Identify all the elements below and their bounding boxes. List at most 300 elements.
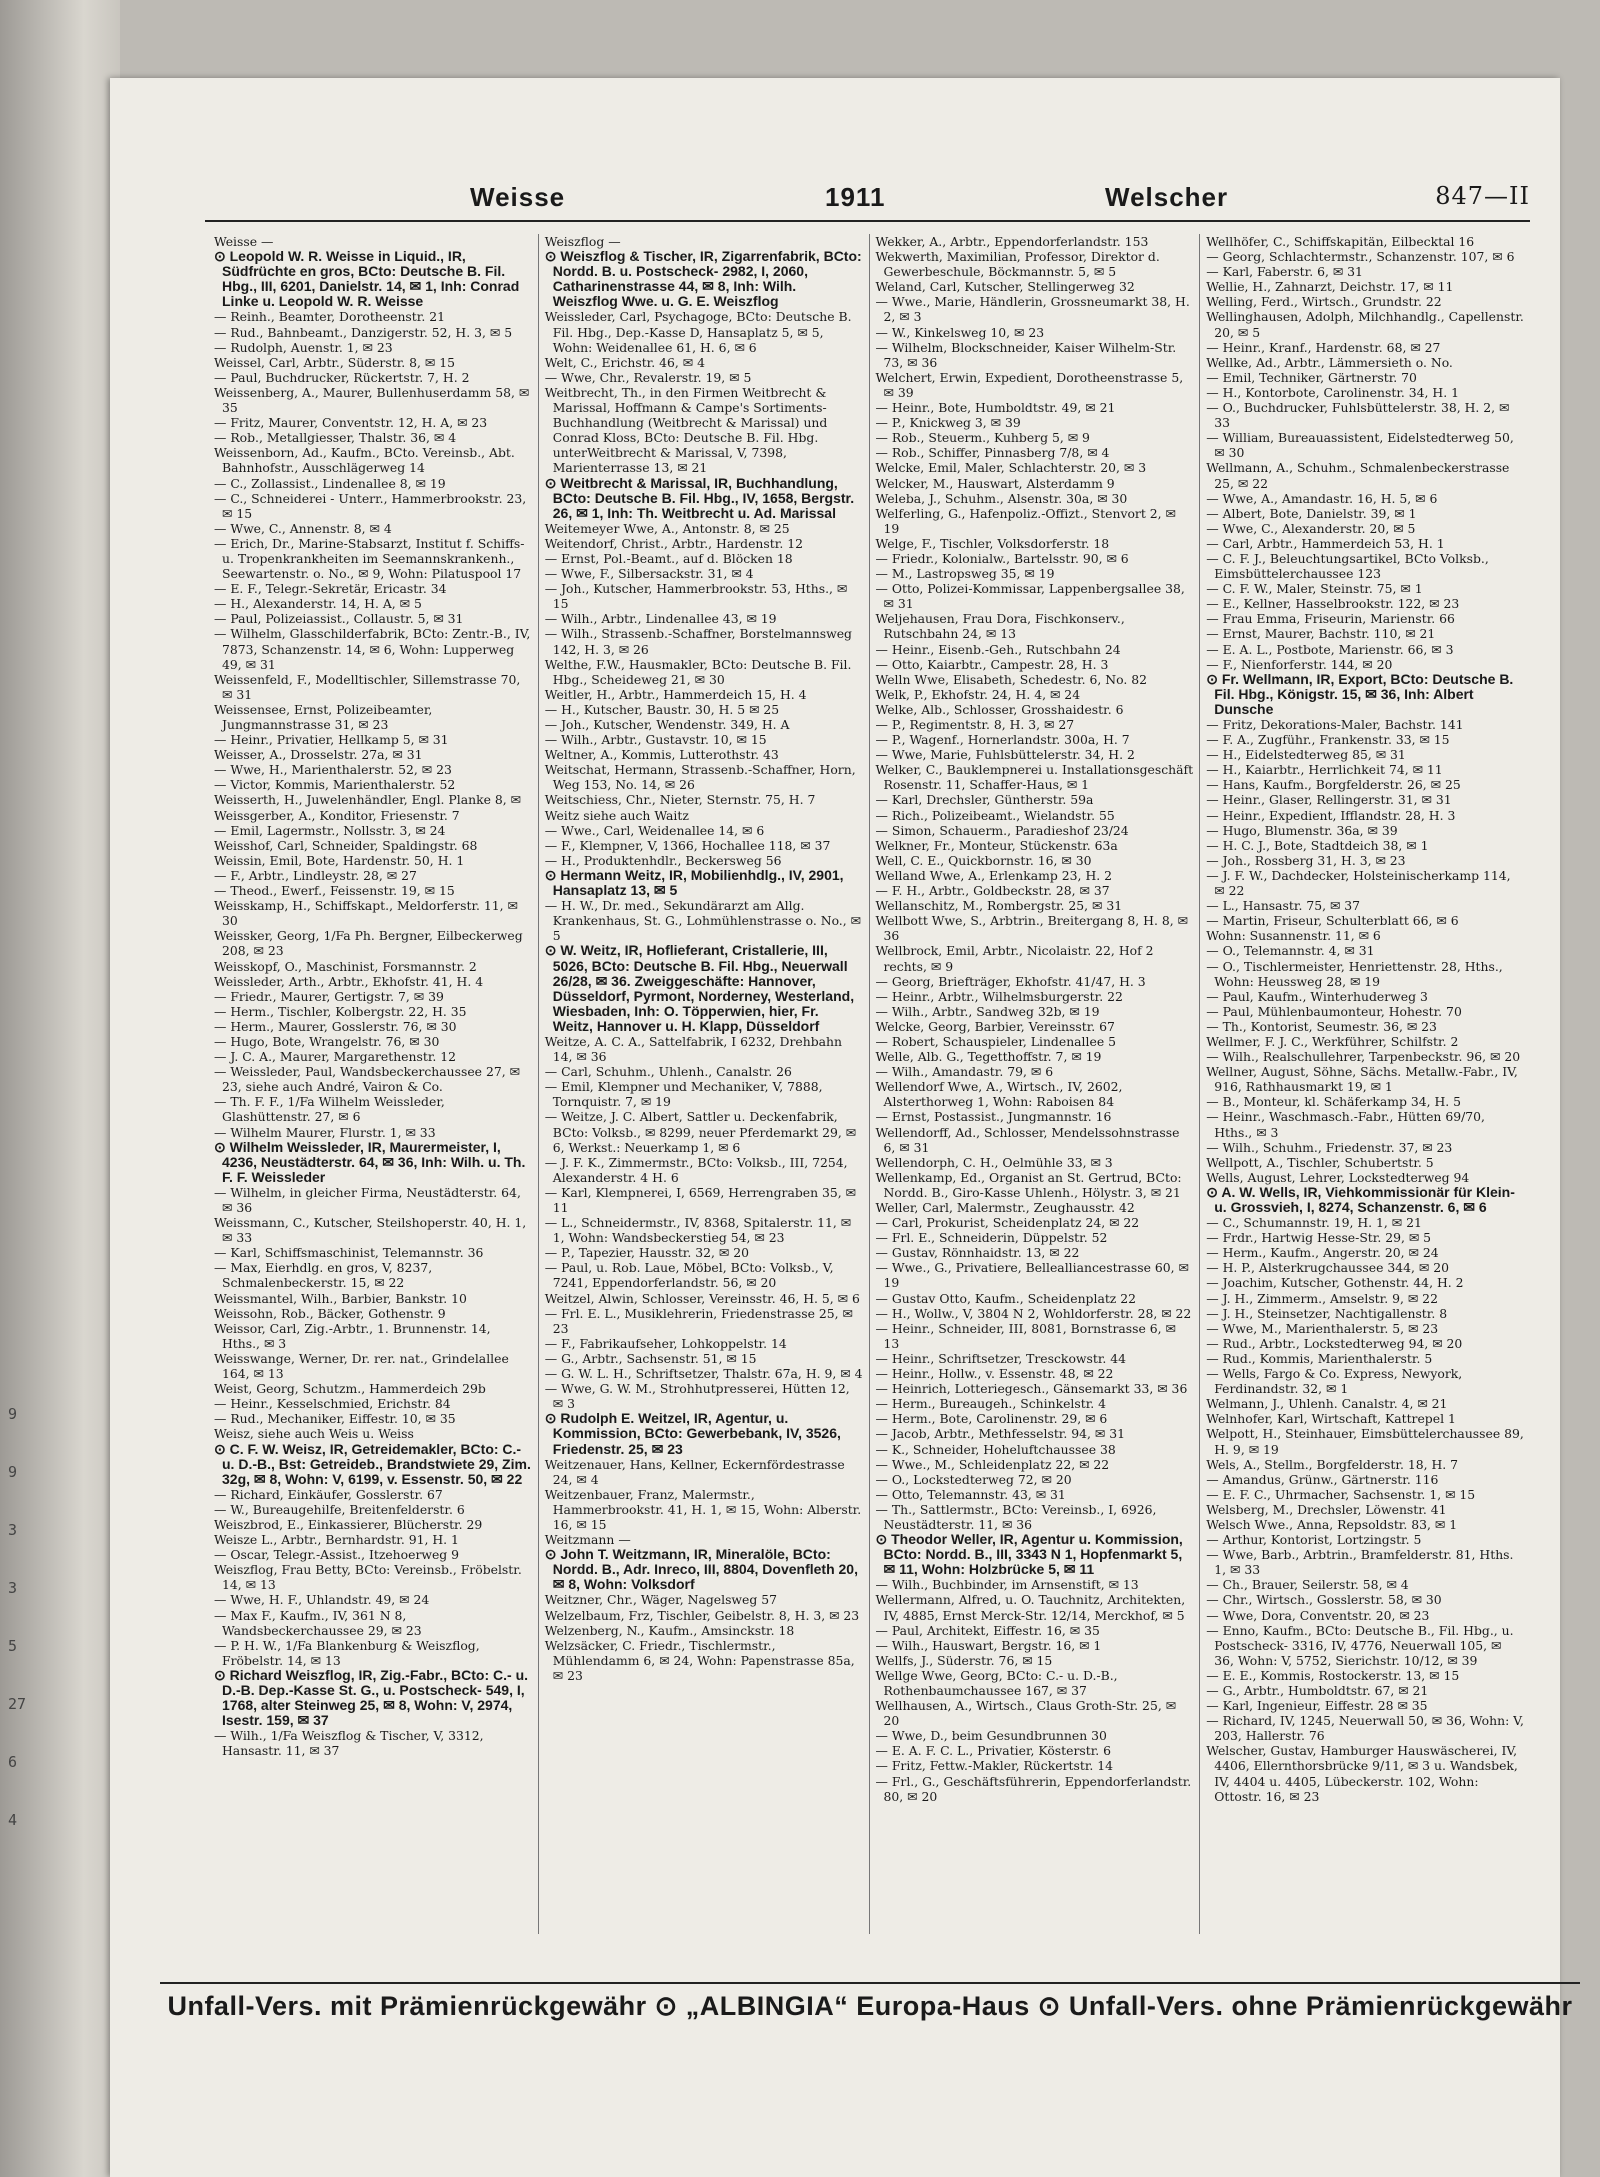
directory-entry: — Joh., Rossberg 31, H. 3, ✉ 23 <box>1206 852 1406 868</box>
directory-entry: ⊙ Leopold W. R. Weisse in Liquid., IR, Südfrüchte en gros, BCto: Deutsche B. Fil. Hbg., III, 6201, Danielstr. 14, ✉ 1, Inh: Conrad Linke u. Leopold W. R. Weisse <box>214 248 520 310</box>
directory-entry: Wellge Wwe, Georg, BCto: C.- u. D.-B., Rothenbaumchaussee 167, ✉ 37 <box>875 1667 1118 1698</box>
directory-entry: Weitze, A. C. A., Sattelfabrik, I 6232, Drehbahn 14, ✉ 36 <box>544 1033 842 1065</box>
directory-entry: Weller, Carl, Malermstr., Zeughausstr. 42 <box>875 1200 1135 1215</box>
directory-entry: — Heinr., Hollw., v. Essenstr. 48, ✉ 22 <box>875 1366 1114 1382</box>
directory-entry: — Weitze, J. C. Albert, Sattler u. Deckenfabrik, BCto: Volksb., ✉ 8299, neuer Pferdemarkt 29, ✉ 6, Werkst.: Neuerkamp 1, ✉ 6 <box>544 1109 857 1155</box>
directory-entry: Weitemeyer Wwe, A., Antonstr. 8, ✉ 25 <box>544 520 790 536</box>
directory-entry: — Max, Eierhdlg. en gros, V, 8237, Schmalenbeckerstr. 15, ✉ 22 <box>214 1260 433 1291</box>
gutter-mark: 4 <box>8 1811 18 1829</box>
directory-entry: — J. C. A., Maurer, Margarethenstr. 12 <box>214 1049 457 1065</box>
directory-entry: — J. H., Zimmerm., Amselstr. 9, ✉ 22 <box>1206 1290 1438 1306</box>
directory-entry: Weland, Carl, Kutscher, Stellingerweg 32 <box>875 279 1135 295</box>
directory-entry: — Wilh., Arbtr., Gustavstr. 10, ✉ 15 <box>544 732 767 748</box>
directory-entry: Wellner, August, Söhne, Sächs. Metallw.-Fabr., IV, 916, Rathhausmarkt 19, ✉ 1 <box>1206 1064 1518 1095</box>
directory-entry: — Wilh., Hauswart, Bergstr. 16, ✉ 1 <box>875 1637 1102 1653</box>
directory-entry: — O., Buchdrucker, Fuhlsbüttelerstr. 38, H. 2, ✉ 33 <box>1206 400 1510 431</box>
directory-entry: — L., Schneidermstr., IV, 8368, Spitalerstr. 11, ✉ 1, Wohn: Wandsbeckerstieg 54, ✉ 23 <box>544 1215 852 1246</box>
directory-entry: — Wwe., Carl, Weidenallee 14, ✉ 6 <box>544 822 765 838</box>
footer-advertisement: Unfall-Vers. mit Prämienrückgewähr ⊙ „ALBINGIA“ Europa-Haus ⊙ Unfall-Vers. ohne Prämienrückgewähr <box>160 1982 1580 2028</box>
directory-entry: Wellhöfer, C., Schiffskapitän, Eilbecktal 16 <box>1206 234 1475 249</box>
directory-entry: — Joh., Kutscher, Wendenstr. 349, H. A <box>544 717 790 732</box>
directory-entry: — Friedr., Maurer, Gertigstr. 7, ✉ 39 <box>214 988 444 1004</box>
directory-entry: Weitzenbauer, Franz, Malermstr., Hammerbrookstr. 41, H. 1, ✉ 15, Wohn: Alberstr. 16, ✉ 15 <box>544 1486 862 1532</box>
directory-entry: Weissenfeld, F., Modelltischler, Sillemstrasse 70, ✉ 31 <box>214 671 521 702</box>
directory-entry: Welln Wwe, Elisabeth, Schedestr. 6, No. 82 <box>875 671 1148 687</box>
directory-entry: Weissmann, C., Kutscher, Steilshoperstr. 40, H. 1, ✉ 33 <box>214 1215 527 1246</box>
directory-entry: — Emil, Lagermstr., Nollsstr. 3, ✉ 24 <box>214 822 446 838</box>
directory-entry: Wellinghausen, Adolph, Milchhandlg., Capellenstr. 20, ✉ 5 <box>1206 309 1524 340</box>
directory-entry: — H. W., Dr. med., Sekundärarzt am Allg. Krankenhaus, St. G., Lohmühlenstrasse o. No., ✉ 5 <box>544 898 862 944</box>
directory-entry: — Otto, Telemannstr. 43, ✉ 31 <box>875 1486 1066 1502</box>
directory-entry: — C., Schneiderei - Unterr., Hammerbrookstr. 23, ✉ 15 <box>214 490 527 521</box>
directory-entry: — C., Zollassist., Lindenallee 8, ✉ 19 <box>214 475 446 491</box>
directory-entry: ⊙ Weiszflog & Tischer, IR, Zigarrenfabrik, BCto: Nordd. B. u. Postscheck- 2982, I, 2060, Catharinenstrasse 44, ✉ 8, Inh: Wilh. Weiszflog Wwe. u. G. E. Weiszflog <box>544 248 862 310</box>
directory-entry: — P., Tapezier, Hausstr. 32, ✉ 20 <box>544 1245 749 1261</box>
header-year: 1911 <box>825 182 886 212</box>
directory-entry: — Gustav Otto, Kaufm., Scheidenplatz 22 <box>875 1290 1137 1306</box>
directory-entry: — Joh., Kutscher, Hammerbrookstr. 53, Hths., ✉ 15 <box>544 581 848 612</box>
directory-entry: — Wwe, M., Marienthalerstr. 5, ✉ 23 <box>1206 1320 1439 1336</box>
directory-entry: — Th., Sattlermstr., BCto: Vereinsb., I, 6926, Neustädterstr. 11, ✉ 36 <box>875 1501 1157 1532</box>
directory-entry: Welmann, J., Uhlenh. Canalstr. 4, ✉ 21 <box>1206 1396 1448 1412</box>
header-right-keyword: Welscher <box>1105 182 1229 212</box>
directory-entry: Weissgerber, A., Konditor, Friesenstr. 7 <box>214 807 460 823</box>
directory-entry: — Arthur, Kontorist, Lortzingstr. 5 <box>1206 1532 1422 1548</box>
directory-entry: Weist, Georg, Schutzm., Hammerdeich 29b <box>214 1381 486 1397</box>
directory-entry: Welker, C., Bauklempnerei u. Installationsgeschäft Rosenstr. 11, Schaffer-Haus, ✉ 1 <box>875 762 1194 793</box>
directory-entry: — Frau Emma, Friseurin, Marienstr. 66 <box>1206 611 1455 627</box>
directory-entry: — Paul, u. Rob. Laue, Möbel, BCto: Volksb., V, 7241, Eppendorferlandstr. 56, ✉ 20 <box>544 1260 834 1291</box>
directory-entry: Weitz siehe auch Waitz <box>544 807 689 823</box>
directory-entry: — E. A. F. C. L., Privatier, Kösterstr. 6 <box>875 1743 1112 1759</box>
directory-entry: — Wwe, C., Alexanderstr. 20, ✉ 5 <box>1206 520 1416 536</box>
directory-entry: — Frl. E., Schneiderin, Düppelstr. 52 <box>875 1230 1108 1246</box>
directory-entry: — Wwe, Chr., Revalerstr. 19, ✉ 5 <box>544 369 752 385</box>
directory-entry: — Joachim, Kutscher, Gothenstr. 44, H. 2 <box>1206 1275 1464 1291</box>
directory-entry: ⊙ Hermann Weitz, IR, Mobilienhdlg., IV, 2901, Hansaplatz 13, ✉ 5 <box>544 866 844 899</box>
directory-entry: — Wilhelm, Glasschilderfabrik, BCto: Zentr.-B., IV, 7873, Schanzenstr. 14, ✉ 6, Wohn: Lupperweg 49, ✉ 31 <box>214 626 531 672</box>
directory-entry: — Wwe, D., beim Gesundbrunnen 30 <box>875 1728 1107 1744</box>
directory-entry: — Wwe, Marie, Fuhlsbüttelerstr. 34, H. 2 <box>875 747 1135 763</box>
directory-entry: — E. F., Telegr.-Sekretär, Ericastr. 34 <box>214 581 447 597</box>
directory-entry: — G. W. L. H., Schriftsetzer, Thalstr. 67a, H. 9, ✉ 4 <box>544 1366 863 1382</box>
directory-entry: — Chr., Wirtsch., Gosslerstr. 58, ✉ 30 <box>1206 1592 1442 1608</box>
directory-entry: — P., Wagenf., Hornerlandstr. 300a, H. 7 <box>875 732 1130 748</box>
directory-entry: — J. F. W., Dachdecker, Holsteinischerkamp 114, ✉ 22 <box>1206 867 1511 899</box>
directory-entry: — Amandus, Grünw., Gärtnerstr. 116 <box>1206 1471 1439 1487</box>
directory-entry: — Herm., Tischler, Kolbergstr. 22, H. 35 <box>214 1003 467 1019</box>
directory-entry: Weissenberg, A., Maurer, Bullenhuserdamm 58, ✉ 35 <box>214 384 530 416</box>
directory-entry: — Heinrich, Lotteriegesch., Gänsemarkt 33, ✉ 36 <box>875 1381 1188 1397</box>
directory-entry: — Wilhelm, in gleicher Firma, Neustädterstr. 64, ✉ 36 <box>214 1184 521 1215</box>
directory-entry: — P. H. W., 1/Fa Blankenburg & Weiszflog, Fröbelstr. 14, ✉ 13 <box>214 1637 480 1668</box>
directory-entry: Wohn: Susannenstr. 11, ✉ 6 <box>1206 928 1381 944</box>
directory-entry: — Heinr., Kranf., Hardenstr. 68, ✉ 27 <box>1206 339 1441 355</box>
directory-entry: — Emil, Klempner und Mechaniker, V, 7888, Tornquistr. 7, ✉ 19 <box>544 1079 823 1110</box>
directory-entry: Wellhausen, A., Wirtsch., Claus Groth-Str. 25, ✉ 20 <box>875 1698 1177 1729</box>
directory-entry: — Rob., Metallgiesser, Thalstr. 36, ✉ 4 <box>214 430 457 446</box>
directory-entry: — G., Arbtr., Humboldtstr. 67, ✉ 21 <box>1206 1683 1429 1698</box>
directory-entry: — Wwe., G., Privatiere, Bellealliancestrasse 60, ✉ 19 <box>875 1260 1189 1291</box>
directory-entry: ⊙ Theodor Weller, IR, Agentur u. Kommission, BCto: Nordd. B., III, 3343 N 1, Hopfenmarkt 5, ✉ 11, Wohn: Holzbrücke 5, ✉ 11 <box>875 1531 1183 1578</box>
directory-entry: — Heinr., Waschmasch.-Fabr., Hütten 69/70, Hths., ✉ 3 <box>1206 1109 1485 1140</box>
directory-entry: — Weissleder, Paul, Wandsbeckerchaussee 27, ✉ 23, siehe auch André, Vairon & Co. <box>214 1064 520 1095</box>
directory-entry: Weiszbrod, E., Einkassierer, Blücherstr. 29 <box>214 1516 483 1532</box>
directory-entry: Weitschiess, Chr., Nieter, Sternstr. 75, H. 7 <box>544 792 816 808</box>
directory-entry: — Ch., Brauer, Seilerstr. 58, ✉ 4 <box>1206 1577 1409 1593</box>
directory-entry: — Karl, Ingenieur, Eiffestr. 28 ✉ 35 <box>1206 1698 1428 1714</box>
directory-entry: — Enno, Kaufm., BCto: Deutsche B., Fil. Hbg., u. Postscheck- 3316, IV, 4776, Neuerwall 105, ✉ 36, Wohn: V, 5752, Sierichstr. 10/12, ✉ 39 <box>1206 1622 1514 1668</box>
column-1 <box>208 234 539 1934</box>
directory-entry: — Paul, Mühlenbaumonteur, Hohestr. 70 <box>1206 1003 1462 1019</box>
directory-entry: Weissenborn, Ad., Kaufm., BCto. Vereinsb., Abt. Bahnhofstr., Ausschlägerweg 14 <box>214 445 515 476</box>
directory-entry: — H., Alexanderstr. 14, H. A, ✉ 5 <box>214 596 422 612</box>
directory-entry: Weissleder, Arth., Arbtr., Ekhofstr. 41, H. 4 <box>214 973 484 989</box>
directory-entry: — Rud., Kommis, Marienthalerstr. 5 <box>1206 1350 1433 1366</box>
directory-entry: Weissel, Carl, Arbtr., Süderstr. 8, ✉ 15 <box>214 354 455 370</box>
directory-entry: Welchert, Erwin, Expedient, Dorotheenstrasse 5, ✉ 39 <box>875 369 1184 400</box>
directory-entry: — Hugo, Blumenstr. 36a, ✉ 39 <box>1206 822 1398 838</box>
directory-entry: — H., Wollw., V, 3804 N 2, Wohldorferstr. 28, ✉ 22 <box>875 1305 1192 1321</box>
directory-entry: Wellmer, F. J. C., Werkführer, Schilfstr. 2 <box>1206 1033 1459 1049</box>
directory-entry: Weitendorf, Christ., Arbtr., Hardenstr. 12 <box>544 535 803 551</box>
directory-entry: — Herm., Kaufm., Angerstr. 20, ✉ 24 <box>1206 1245 1439 1261</box>
directory-entry: — E., Kellner, Hasselbrookstr. 122, ✉ 23 <box>1206 596 1460 612</box>
gutter-mark: 5 <box>8 1637 18 1655</box>
gutter-mark: 6 <box>8 1753 18 1771</box>
directory-entry: Welke, Alb., Schlosser, Grosshaidestr. 6 <box>875 701 1124 717</box>
directory-entry: Weitzmann — <box>544 1532 631 1548</box>
directory-entry: — Wwe., M., Schleidenplatz 22, ✉ 22 <box>875 1456 1110 1472</box>
directory-entry: — Gustav, Rönnhaidstr. 13, ✉ 22 <box>875 1245 1080 1261</box>
directory-entry: — Robert, Schauspieler, Lindenallee 5 <box>875 1033 1116 1049</box>
directory-entry: Welzenberg, N., Kaufm., Amsinckstr. 18 <box>544 1622 795 1638</box>
directory-entry: Wellbott Wwe, S., Arbtrin., Breitergang 8, H. 8, ✉ 36 <box>875 913 1188 944</box>
directory-entry: — Wwe, C., Annenstr. 8, ✉ 4 <box>214 520 392 536</box>
directory-entry: Weltner, A., Kommis, Lutterothstr. 43 <box>544 747 779 763</box>
directory-entry: Welge, F., Tischler, Volksdorferstr. 18 <box>875 535 1110 551</box>
directory-entry: Welpott, H., Steinhauer, Eimsbüttelerchaussee 89, H. 9, ✉ 19 <box>1206 1426 1524 1457</box>
directory-entry: — Wilh., Realschullehrer, Tarpenbeckstr. 96, ✉ 20 <box>1206 1049 1521 1065</box>
directory-entry: Wellenkamp, Ed., Organist an St. Gertrud, BCto: Nordd. B., Giro-Kasse Uhlenh., Hölystr. 3, ✉ 21 <box>875 1169 1182 1200</box>
directory-entry: — Wilh., Arbtr., Sandweg 32b, ✉ 19 <box>875 1003 1100 1019</box>
directory-entry: — Friedr., Kolonialw., Bartelsstr. 90, ✉ 6 <box>875 550 1129 566</box>
directory-entry: — K., Schneider, Hoheluftchaussee 38 <box>875 1441 1116 1457</box>
directory-entry: Welsch Wwe., Anna, Repsoldstr. 83, ✉ 1 <box>1206 1516 1458 1532</box>
directory-entry: — Wilh., Schuhm., Friedenstr. 37, ✉ 23 <box>1206 1139 1453 1155</box>
directory-entry: — H., Produktenhdlr., Beckersweg 56 <box>544 852 782 868</box>
directory-entry: Wellbrock, Emil, Arbtr., Nicolaistr. 22, Hof 2 rechts, ✉ 9 <box>875 943 1154 974</box>
directory-entry: — Paul, Buchdrucker, Rückertstr. 7, H. 2 <box>214 369 470 385</box>
directory-entry: — Karl, Schiffsmaschinist, Telemannstr. 36 <box>214 1245 484 1261</box>
directory-entry: Weissin, Emil, Bote, Hardenstr. 50, H. 1 <box>214 852 465 868</box>
directory-entry: — Victor, Kommis, Marienthalerstr. 52 <box>214 777 456 793</box>
directory-entry: — Ernst, Maurer, Bachstr. 110, ✉ 21 <box>1206 626 1436 642</box>
gutter-mark: 9 <box>8 1463 18 1481</box>
directory-entry: ⊙ John T. Weitzmann, IR, Mineralöle, BCto: Nordd. B., Adr. Inreco, III, 8804, Dovenfleth 20, ✉ 8, Wohn: Volksdorf <box>544 1546 858 1593</box>
directory-entry: — Richard, Einkäufer, Gosslerstr. 67 <box>214 1486 443 1502</box>
directory-entry: ⊙ A. W. Wells, IR, Viehkommissionär für Klein- u. Grossvieh, I, 8274, Schanzenstr. 6, ✉ 6 <box>1206 1183 1515 1215</box>
directory-entry: — Wwe, F., Silbersackstr. 31, ✉ 4 <box>544 566 754 582</box>
directory-entry: Welt, C., Erichstr. 46, ✉ 4 <box>544 354 705 370</box>
directory-entry: — William, Bureauassistent, Eidelstedterweg 50, ✉ 30 <box>1206 430 1514 461</box>
directory-entry: Wellanschitz, M., Rombergstr. 25, ✉ 31 <box>875 898 1123 914</box>
directory-entry: Wekwerth, Maximilian, Professor, Direktor d. Gewerbeschule, Böckmannstr. 5, ✉ 5 <box>875 249 1160 280</box>
directory-entry: Welling, Ferd., Wirtsch., Grundstr. 22 <box>1206 294 1442 310</box>
gutter-mark: 9 <box>8 1405 18 1423</box>
directory-entry: — Wwe, Barb., Arbtrin., Bramfelderstr. 81, Hths. 1, ✉ 33 <box>1206 1547 1514 1578</box>
directory-entry: Weisswange, Werner, Dr. rer. nat., Grindelallee 164, ✉ 13 <box>214 1350 509 1382</box>
directory-entry: Welthe, F.W., Hausmakler, BCto: Deutsche B. Fil. Hbg., Scheideweg 21, ✉ 30 <box>544 656 852 687</box>
directory-entry: — Frl., G., Geschäftsführerin, Eppendorferlandstr. 80, ✉ 20 <box>875 1773 1192 1804</box>
directory-entry: — W., Kinkelsweg 10, ✉ 23 <box>875 324 1045 340</box>
directory-entry: Weissohn, Rob., Bäcker, Gothenstr. 9 <box>214 1305 446 1321</box>
directory-entry: — B., Monteur, kl. Schäferkamp 34, H. 5 <box>1206 1094 1462 1110</box>
directory-entry: — Herm., Bote, Carolinenstr. 29, ✉ 6 <box>875 1411 1108 1427</box>
column-2 <box>539 234 870 1934</box>
directory-entry: — Rud., Bahnbeamt., Danzigerstr. 52, H. 3, ✉ 5 <box>214 324 513 340</box>
directory-entry: — Wilh., Arbtr., Lindenallee 43, ✉ 19 <box>544 611 777 627</box>
directory-entry: — Heinr., Kesselschmied, Erichstr. 84 <box>214 1396 451 1412</box>
gutter-marks <box>8 1385 38 1849</box>
directory-entry: — Rud., Arbtr., Lockstedterweg 94, ✉ 20 <box>1206 1335 1463 1351</box>
directory-entry: — Emil, Techniker, Gärtnerstr. 70 <box>1206 369 1417 385</box>
directory-entry: Weissker, Georg, 1/Fa Ph. Bergner, Eilbeckerweg 208, ✉ 23 <box>214 928 523 959</box>
directory-entry: — J. H., Steinsetzer, Nachtigallenstr. 8 <box>1206 1305 1448 1321</box>
directory-entry: Wellfs, J., Süderstr. 76, ✉ 15 <box>875 1652 1053 1668</box>
directory-entry: — Wwe, H., Marienthalerstr. 52, ✉ 23 <box>214 762 452 778</box>
directory-entry: — Heinr., Glaser, Rellingerstr. 31, ✉ 31 <box>1206 792 1452 808</box>
directory-entry: — Erich, Dr., Marine-Stabsarzt, Institut f. Schiffs- u. Tropenkrankheiten im Seemannskrankenh., Seewartenstr. o. No., ✉ 9, Wohn: Pilatuspool 17 <box>214 535 525 582</box>
directory-entry: Wells, August, Lehrer, Lockstedterweg 94 <box>1206 1169 1470 1185</box>
directory-entry: — H., Kutscher, Baustr. 30, H. 5 ✉ 25 <box>544 701 780 717</box>
directory-entry: — Wwe, A., Amandastr. 16, H. 5, ✉ 6 <box>1206 490 1438 506</box>
directory-entry: — Richard, IV, 1245, Neuerwall 50, ✉ 36, Wohn: V, 203, Hallerstr. 76 <box>1206 1713 1524 1744</box>
directory-entry: — O., Telemannstr. 4, ✉ 31 <box>1206 943 1375 959</box>
directory-entry: — Ernst, Postassist., Jungmannstr. 16 <box>875 1109 1112 1125</box>
directory-entry: ⊙ Wilhelm Weissleder, IR, Maurermeister, I, 4236, Neustädterstr. 64, ✉ 36, Inh: Wilh. u. Th. F. F. Weissleder <box>214 1138 526 1185</box>
directory-entry: Welferling, G., Hafenpoliz.-Offizt., Stenvort 2, ✉ 19 <box>875 505 1176 536</box>
directory-entry: Wellmann, A., Schuhm., Schmalenbeckerstrasse 25, ✉ 22 <box>1206 460 1510 491</box>
directory-entry: — F., Arbtr., Lindleystr. 28, ✉ 27 <box>214 867 417 883</box>
directory-entry: — Frdr., Hartwig Hesse-Str. 29, ✉ 5 <box>1206 1230 1432 1246</box>
directory-entry: — Rudolph, Auenstr. 1, ✉ 23 <box>214 339 393 355</box>
scan-left-edge <box>0 0 120 2177</box>
directory-entry: — H. C. J., Bote, Stadtdeich 38, ✉ 1 <box>1206 837 1429 853</box>
gutter-mark: 3 <box>8 1521 18 1539</box>
directory-entry: Weiszflog, Frau Betty, BCto: Vereinsb., Fröbelstr. 14, ✉ 13 <box>214 1562 522 1593</box>
directory-entry: — E. E., Kommis, Rostockerstr. 13, ✉ 15 <box>1206 1667 1460 1683</box>
directory-entry: Weisserth, H., Juwelenhändler, Engl. Planke 8, ✉ <box>214 792 522 808</box>
directory-entry: — H., Eidelstedterweg 85, ✉ 31 <box>1206 747 1406 763</box>
directory-entry: — Herm., Bureaugeh., Schinkelstr. 4 <box>875 1396 1107 1412</box>
directory-entry: Weitzner, Chr., Wäger, Nagelsweg 57 <box>544 1592 778 1608</box>
directory-entry: — Wilh., Amandastr. 79, ✉ 6 <box>875 1064 1054 1080</box>
directory-entry: Welcke, Georg, Barbier, Vereinsstr. 67 <box>875 1018 1115 1034</box>
directory-entry: — Hugo, Bote, Wrangelstr. 76, ✉ 30 <box>214 1033 440 1049</box>
directory-entry: ⊙ Weitbrecht & Marissal, IR, Buchhandlung, BCto: Deutsche B. Fil. Hbg., IV, 1658, Bergstr. 26, ✉ 1, Inh: Th. Weitbrecht u. Ad. Marissal <box>544 474 855 521</box>
directory-entry: ⊙ Rudolph E. Weitzel, IR, Agentur, u. Kommission, BCto: Gewerbebank, IV, 3526, Friedenstr. 25, ✉ 23 <box>544 1410 841 1457</box>
directory-entry: Weisskopf, O., Maschinist, Forsmannstr. 2 <box>214 958 477 974</box>
directory-entry: — H., Kaiarbtr., Herrlichkeit 74, ✉ 11 <box>1206 762 1443 778</box>
directory-entry: — O., Lockstedterweg 72, ✉ 20 <box>875 1471 1072 1487</box>
directory-entry: Wellie, H., Zahnarzt, Deichstr. 17, ✉ 11 <box>1206 279 1454 295</box>
directory-entry: — Wwe, Dora, Conventstr. 20, ✉ 23 <box>1206 1607 1430 1623</box>
directory-entry: — Karl, Faberstr. 6, ✉ 31 <box>1206 264 1363 280</box>
directory-entry: — O., Tischlermeister, Henriettenstr. 28, Hths., Wohn: Heussweg 28, ✉ 19 <box>1206 958 1503 989</box>
directory-entry: Welsberg, M., Drechsler, Löwenstr. 41 <box>1206 1501 1447 1517</box>
directory-entry: — Heinr., Expedient, Ifflandstr. 28, H. 3 <box>1206 807 1456 823</box>
directory-entry: — Martin, Friseur, Schulterblatt 66, ✉ 6 <box>1206 913 1459 929</box>
directory-entry: — M., Lastropsweg 35, ✉ 19 <box>875 566 1055 582</box>
directory-entry: Weisshof, Carl, Schneider, Spaldingstr. 68 <box>214 837 478 853</box>
directory-entry: — F., Fabrikaufseher, Lohkoppelstr. 14 <box>544 1335 787 1351</box>
directory-entry: — Th., Kontorist, Seumestr. 36, ✉ 23 <box>1206 1018 1437 1034</box>
directory-entry: — Otto, Kaiarbtr., Campestr. 28, H. 3 <box>875 656 1109 672</box>
directory-entry: — Rob., Schiffer, Pinnasberg 7/8, ✉ 4 <box>875 445 1110 461</box>
directory-entry: — P., Knickweg 3, ✉ 39 <box>875 415 1021 431</box>
directory-entry: — F., Nienforferstr. 144, ✉ 20 <box>1206 656 1393 672</box>
directory-entry: — Karl, Klempnerei, I, 6569, Herrengraben 35, ✉ 11 <box>544 1184 857 1215</box>
directory-entry: Welcker, M., Hauswart, Alsterdamm 9 <box>875 475 1115 491</box>
directory-entry: Weissmantel, Wilh., Barbier, Bankstr. 10 <box>214 1290 467 1306</box>
directory-entry: Welzsäcker, C. Friedr., Tischlermstr., Mühlendamm 6, ✉ 24, Wohn: Papenstrasse 85a, ✉ 23 <box>544 1637 855 1683</box>
directory-entry: — F., Klempner, V, 1366, Hochallee 118, ✉ 37 <box>544 837 831 853</box>
directory-entry: — P., Regimentstr. 8, H. 3, ✉ 27 <box>875 717 1075 732</box>
directory-entry: — Wilhelm Maurer, Flurstr. 1, ✉ 33 <box>214 1124 436 1140</box>
directory-entry: Weisze L., Arbtr., Bernhardstr. 91, H. 1 <box>214 1532 459 1548</box>
directory-entry: — W., Bureaugehilfe, Breitenfelderstr. 6 <box>214 1501 465 1517</box>
directory-entry: — Wilhelm, Blockschneider, Kaiser Wilhelm-Str. 73, ✉ 36 <box>875 339 1177 370</box>
directory-entry: — Ernst, Pol.-Beamt., auf d. Blöcken 18 <box>544 550 793 566</box>
directory-entry: — Otto, Polizei-Kommissar, Lappenbergsallee 38, ✉ 31 <box>875 581 1185 612</box>
directory-entry: Wellendorf Wwe, A., Wirtsch., IV, 2602, Alsterthorweg 1, Wohn: Raboisen 84 <box>875 1079 1123 1110</box>
directory-entry: — Georg, Schlachtermstr., Schanzenstr. 107, ✉ 6 <box>1206 249 1515 265</box>
directory-entry: — Fritz, Fettw.-Makler, Rückertstr. 14 <box>875 1758 1114 1774</box>
directory-entry: — Fritz, Maurer, Conventstr. 12, H. A, ✉ 23 <box>214 415 488 431</box>
directory-entry: — Carl, Arbtr., Hammerdeich 53, H. 1 <box>1206 535 1445 551</box>
directory-entry: — Heinr., Arbtr., Wilhelmsburgerstr. 22 <box>875 988 1123 1004</box>
directory-entry: — Th. F. F., 1/Fa Wilhelm Weissleder, Glashüttenstr. 27, ✉ 6 <box>214 1094 445 1125</box>
directory-entry: — Wilh., Buchbinder, im Arnsenstift, ✉ 13 <box>875 1577 1139 1593</box>
directory-entry: Wellke, Ad., Arbtr., Lämmersieth o. No. <box>1206 354 1453 370</box>
directory-entry: — Paul, Architekt, Eiffestr. 16, ✉ 35 <box>875 1622 1100 1638</box>
directory-entry: — Wwe, G. W. M., Strohhutpresserei, Hütten 12, ✉ 3 <box>544 1381 850 1412</box>
directory-entry: — Jacob, Arbtr., Methfesselstr. 94, ✉ 31 <box>875 1426 1125 1442</box>
directory-entry: — Max F., Kaufm., IV, 361 N 8, Wandsbeckerchaussee 29, ✉ 23 <box>214 1607 422 1638</box>
directory-entry: — Wilh., 1/Fa Weiszflog & Tischer, V, 3312, Hansastr. 11, ✉ 37 <box>214 1728 484 1759</box>
directory-entry: — Heinr., Bote, Humboldtstr. 49, ✉ 21 <box>875 400 1116 416</box>
directory-entry: Wellendorph, C. H., Oelmühle 33, ✉ 3 <box>875 1154 1113 1170</box>
directory-entry: — E. F. C., Uhrmacher, Sachsenstr. 1, ✉ 15 <box>1206 1486 1476 1502</box>
directory-entry: — Karl, Drechsler, Güntherstr. 59a <box>875 792 1094 808</box>
directory-entry: — Georg, Briefträger, Ekhofstr. 41/47, H. 3 <box>875 973 1146 989</box>
directory-entry: — C. F. W., Maler, Steinstr. 75, ✉ 1 <box>1206 581 1423 597</box>
directory-entry: — Fritz, Dekorations-Maler, Bachstr. 141 <box>1206 717 1464 732</box>
directory-entry: Welk, P., Ekhofstr. 24, H. 4, ✉ 24 <box>875 686 1081 702</box>
directory-entry: — H., Kontorbote, Carolinenstr. 34, H. 1 <box>1206 384 1459 400</box>
column-3 <box>870 234 1201 1934</box>
directory-entry: Weitzel, Alwin, Schlosser, Vereinsstr. 46, H. 5, ✉ 6 <box>544 1290 860 1306</box>
directory-entry: Weitbrecht, Th., in den Firmen Weitbrecht & Marissal, Hoffmann & Campe's Sortiments-Buchhandlung (Weitbrecht & Marissal) und Conrad Kloss, BCto: Deutsche B. Fil. Hbg. unterWeitbrecht & Marissal, V, 7398, Marienterrasse 13, ✉ 21 <box>544 384 828 476</box>
directory-entry: Weitler, H., Arbtr., Hammerdeich 15, H. 4 <box>544 686 807 702</box>
directory-entry: — F. H., Arbtr., Goldbeckstr. 28, ✉ 37 <box>875 883 1110 899</box>
directory-entry: — Frl. E. L., Musiklehrerin, Friedenstrasse 25, ✉ 23 <box>544 1305 853 1336</box>
directory-entry: Wekker, A., Arbtr., Eppendorferlandstr. 153 <box>875 234 1149 249</box>
header-left-keyword: Weisse <box>470 182 566 212</box>
directory-entry: — C. F. J., Beleuchtungsartikel, BCto Volksb., Eimsbüttelerchaussee 123 <box>1206 550 1489 582</box>
directory-entry: ⊙ Fr. Wellmann, IR, Export, BCto: Deutsche B. Fil. Hbg., Königstr. 15, ✉ 36, Inh: Albert Dunsche <box>1206 670 1514 717</box>
directory-entry: — Rob., Steuerm., Kuhberg 5, ✉ 9 <box>875 430 1090 446</box>
directory-entry: — Carl, Schuhm., Uhlenh., Canalstr. 26 <box>544 1064 792 1080</box>
gutter-mark: 3 <box>8 1579 18 1597</box>
gutter-mark: 27 <box>8 1695 27 1713</box>
directory-entry: Well, C. E., Quickbornstr. 16, ✉ 30 <box>875 852 1092 868</box>
directory-entry: — J. F. K., Zimmermstr., BCto: Volksb., III, 7254, Alexanderstr. 4 H. 6 <box>544 1154 848 1185</box>
directory-entry: Weljehausen, Frau Dora, Fischkonserv., Rutschbahn 24, ✉ 13 <box>875 611 1125 642</box>
directory-entry: Welcke, Emil, Maler, Schlachterstr. 20, ✉ 3 <box>875 460 1147 476</box>
directory-entry: Welscher, Gustav, Hamburger Hauswäscherei, IV, 4406, Ellernthorsbrücke 9/11, ✉ 3 u. Wandsbek, IV, 4404 u. 4405, Lübeckerstr. 102, Wohn: Ottostr. 16, ✉ 23 <box>1206 1743 1518 1804</box>
directory-entry: — C., Schumannstr. 19, H. 1, ✉ 21 <box>1206 1215 1422 1231</box>
directory-entry: — Albert, Bote, Danielstr. 39, ✉ 1 <box>1206 505 1417 521</box>
directory-entry: — Paul, Kaufm., Winterhuderweg 3 <box>1206 988 1428 1004</box>
directory-entry: — Paul, Polizeiassist., Collaustr. 5, ✉ 31 <box>214 611 464 627</box>
directory-entry: Weiszflog — <box>544 234 621 249</box>
directory-entry: — Reinh., Beamter, Dorotheenstr. 21 <box>214 309 445 325</box>
directory-entry: Welzelbaum, Frz, Tischler, Geibelstr. 8, H. 3, ✉ 23 <box>544 1607 860 1623</box>
directory-entry: — E. A. L., Postbote, Marienstr. 66, ✉ 3 <box>1206 641 1454 657</box>
directory-entry: — Heinr., Schriftsetzer, Tresckowstr. 44 <box>875 1350 1127 1366</box>
directory-entry: — Wwe., Marie, Händlerin, Grossneumarkt 38, H. 2, ✉ 3 <box>875 294 1190 325</box>
directory-entry: Wels, A., Stellm., Borgfelderstr. 18, H. 7 <box>1206 1456 1459 1472</box>
directory-entry: Weitschat, Hermann, Strassenb.-Schaffner, Horn, Weg 153, No. 14, ✉ 26 <box>544 762 856 793</box>
directory-entry: — Rud., Mechaniker, Eiffestr. 10, ✉ 35 <box>214 1411 456 1427</box>
directory-entry: Weissor, Carl, Zig.-Arbtr., 1. Brunnenstr. 14, Hths., ✉ 3 <box>214 1320 491 1351</box>
directory-entry: — Wilh., Strassenb.-Schaffner, Borstelmannsweg 142, H. 3, ✉ 26 <box>544 626 852 657</box>
directory-entry: — Rich., Polizeibeamt., Wielandstr. 55 <box>875 807 1115 823</box>
directory-entry: Weissensee, Ernst, Polizeibeamter, Jungmannstrasse 31, ✉ 23 <box>214 701 433 732</box>
directory-entry: — Heinr., Eisenb.-Geh., Rutschbahn 24 <box>875 641 1121 657</box>
directory-entry: — Heinr., Schneider, III, 8081, Bornstrasse 6, ✉ 13 <box>875 1320 1176 1351</box>
directory-entry: ⊙ Richard Weiszflog, IR, Zig.-Fabr., BCto: C.- u. D.-B. Dep.-Kasse St. G., u. Postscheck- 549, I, 1768, alter Steinweg 25, ✉ 8, Wohn: V, 2974, Isestr. 159, ✉ 37 <box>214 1666 529 1729</box>
directory-entry: — Hans, Kaufm., Borgfelderstr. 26, ✉ 25 <box>1206 777 1461 793</box>
directory-entry: ⊙ C. F. W. Weisz, IR, Getreidemakler, BCto: C.- u. D.-B., Bst: Getreideb., Brandstwiete 29, Zim. 32g, ✉ 8, Wohn: V, 6199, v. Essenstr. 50, ✉ 22 <box>214 1440 531 1487</box>
directory-entry: — Theod., Ewerf., Feissenstr. 19, ✉ 15 <box>214 883 455 899</box>
directory-entry: Welle, Alb. G., Tegetthoffstr. 7, ✉ 19 <box>875 1049 1102 1065</box>
directory-entry: Weleba, J., Schuhm., Alsenstr. 30a, ✉ 30 <box>875 490 1128 506</box>
directory-entry: — Wwe, H. F., Uhlandstr. 49, ✉ 24 <box>214 1592 430 1608</box>
directory-entry: Weissleder, Carl, Psychagoge, BCto: Deutsche B. Fil. Hbg., Dep.-Kasse D, Hansaplatz 5, ✉ 5, Wohn: Weidenallee 61, H. 6, ✉ 6 <box>544 309 852 355</box>
directory-entry: — G., Arbtr., Sachsenstr. 51, ✉ 15 <box>544 1350 757 1366</box>
directory-entry: — L., Hansastr. 75, ✉ 37 <box>1206 898 1361 914</box>
directory-entry: — Wells, Fargo & Co. Express, Newyork, Ferdinandstr. 32, ✉ 1 <box>1206 1366 1463 1397</box>
directory-entry: ⊙ W. Weitz, IR, Hoflieferant, Cristallerie, III, 5026, BCto: Deutsche B. Fil. Hbg., Neuerwall 26/28, ✉ 36. Zweiggeschäfte: Hannover, Düsseldorf, Pyrmont, Norderney, Westerland, Wiesbaden, Inh: O. Töpperwien, hier, Fr. Weitz, Hannover u. H. Klapp, Düsseldorf <box>544 942 855 1034</box>
directory-entry: — Heinr., Privatier, Hellkamp 5, ✉ 31 <box>214 732 449 748</box>
directory-entry: Welnhofer, Karl, Wirtschaft, Kattrepel 1 <box>1206 1411 1456 1427</box>
page-header <box>205 180 1530 222</box>
directory-entry: Weisse — <box>214 234 274 249</box>
directory-entry: — F. A., Zugführ., Frankenstr. 33, ✉ 15 <box>1206 732 1450 748</box>
directory-entry: Weisser, A., Drosselstr. 27a, ✉ 31 <box>214 747 423 763</box>
directory-entry: Wellermann, Alfred, u. O. Tauchnitz, Architekten, IV, 4885, Ernst Merck-Str. 12/14, Merckhof, ✉ 5 <box>875 1592 1186 1623</box>
directory-entry: Welkner, Fr., Monteur, Stückenstr. 63a <box>875 837 1118 853</box>
directory-entry: — Simon, Schauerm., Paradieshof 23/24 <box>875 822 1129 838</box>
column-4 <box>1200 234 1530 1934</box>
directory-entry: Wellendorff, Ad., Schlosser, Mendelssohnstrasse 6, ✉ 31 <box>875 1124 1180 1155</box>
directory-entry: Wellpott, A., Tischler, Schubertstr. 5 <box>1206 1154 1434 1170</box>
directory-entry: — Herm., Maurer, Gosslerstr. 76, ✉ 30 <box>214 1018 457 1034</box>
directory-entry: Weitzenauer, Hans, Kellner, Eckernfördestrasse 24, ✉ 4 <box>544 1456 845 1487</box>
